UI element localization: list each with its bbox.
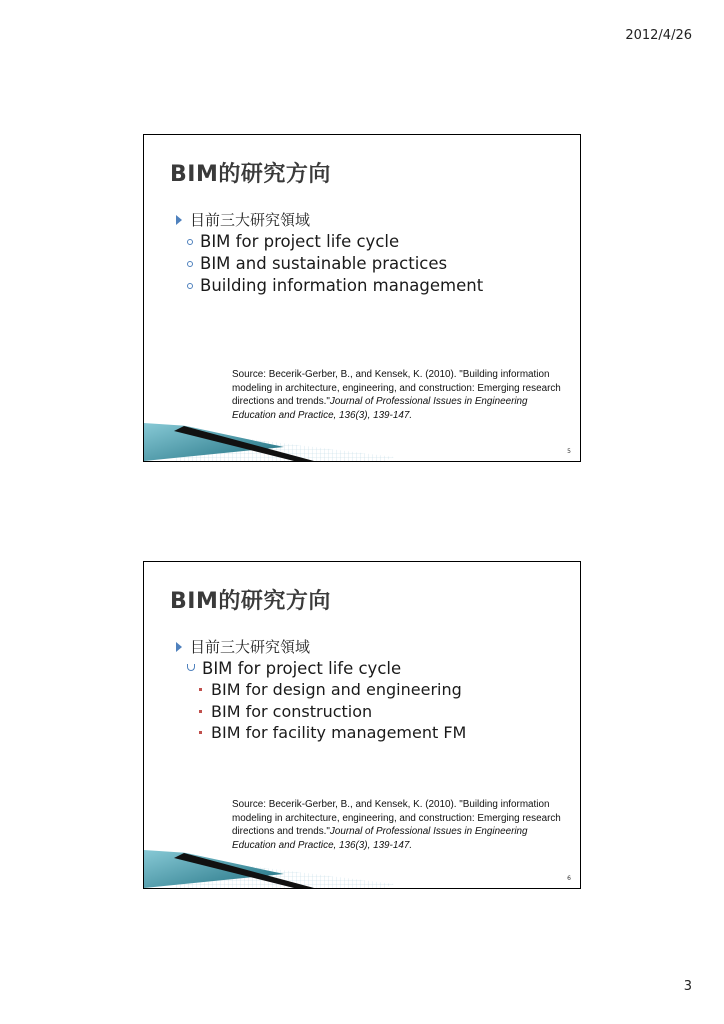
source-journal: Journal of Professional Issues in Engineering Education and Practice, 136(3), 139-147.	[232, 396, 528, 421]
arc-bullet-icon	[187, 664, 195, 671]
square-bullet-icon	[199, 731, 202, 734]
source-text: Source: Becerik-Gerber, B., and Kensek, K. (2010). "Building information modeling in architecture, engineering, and construction: Emerging research directions and trends."	[232, 369, 561, 407]
list-item-text: BIM and sustainable practices	[200, 254, 448, 273]
slide-title: BIM的研究方向	[170, 162, 331, 187]
heading-bullet-text: 目前三大研究領域	[190, 638, 311, 656]
subheading-list	[186, 658, 401, 680]
page-number: 3	[683, 979, 692, 994]
slide-corner-decoration	[144, 401, 580, 461]
list-item	[186, 658, 401, 680]
list-item-text: BIM for facility management FM	[211, 723, 467, 742]
source-text: Source: Becerik-Gerber, B., and Kensek, K. (2010). "Building information modeling in architecture, engineering, and construction: Emerging research directions and trends."	[232, 799, 561, 837]
list-item	[198, 722, 466, 744]
list-item-text: Building information management	[200, 276, 484, 295]
source-journal: Journal of Professional Issues in Engineering Education and Practice, 136(3), 139-147.	[232, 826, 528, 851]
slide-5	[143, 134, 581, 462]
square-bullet-icon	[199, 710, 202, 713]
slide-title: BIM的研究方向	[170, 589, 331, 614]
triangle-bullet-icon	[176, 642, 182, 652]
slide-corner-decoration	[144, 828, 580, 888]
page-date: 2012/4/26	[625, 28, 692, 43]
triangle-bullet-icon	[176, 215, 182, 225]
list-item-text: BIM for project life cycle	[200, 232, 400, 251]
heading-bullet-text: 目前三大研究領域	[190, 211, 311, 229]
list-item-text: BIM for construction	[211, 701, 373, 721]
list-item	[198, 679, 466, 701]
lifecycle-areas-list	[198, 679, 466, 744]
heading-bullet	[176, 636, 310, 657]
list-item-text: BIM for project life cycle	[202, 659, 402, 678]
square-bullet-icon	[199, 688, 202, 691]
ring-bullet-icon	[187, 261, 193, 267]
slide-6	[143, 561, 581, 889]
list-item	[186, 275, 483, 297]
slide-number: 6	[567, 875, 571, 882]
ring-bullet-icon	[187, 283, 193, 289]
list-item	[186, 253, 483, 275]
slide-number: 5	[567, 448, 571, 455]
ring-bullet-icon	[187, 239, 193, 245]
list-item	[198, 701, 466, 723]
heading-bullet	[176, 209, 310, 230]
list-item-text: BIM for design and engineering	[211, 680, 462, 699]
list-item	[186, 231, 483, 253]
research-areas-list	[186, 231, 483, 297]
